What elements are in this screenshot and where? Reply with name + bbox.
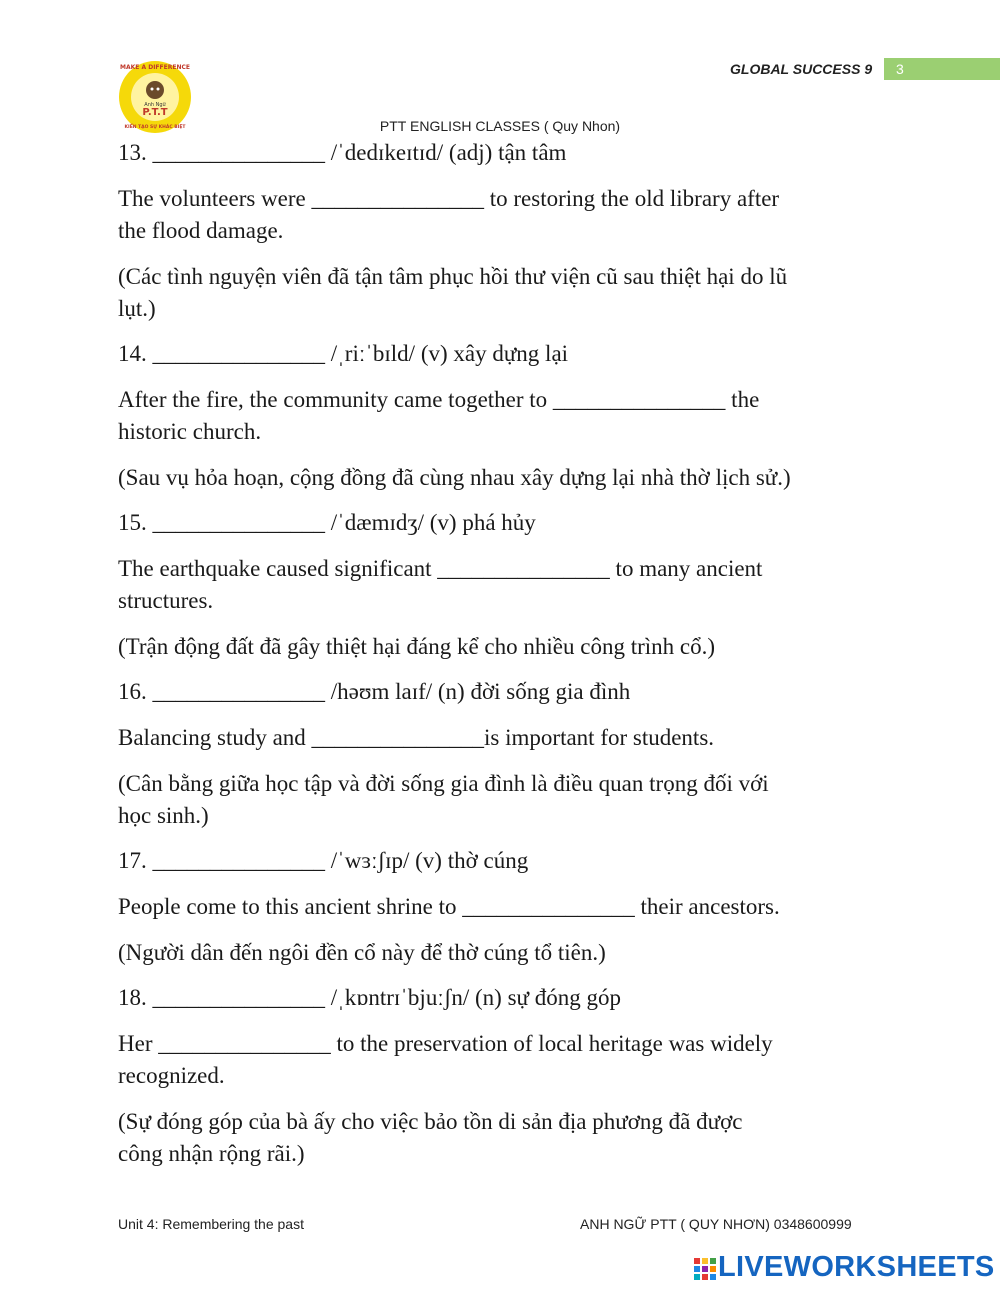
logo-bottom-text: KIẾN TẠO SỰ KHÁC BIỆT [124,125,186,130]
item-17-word-line: 17. _______________ /ˈwɜːʃɪp/ (v) thờ cúng [118,848,529,873]
item-16-example-line: Balancing study and _______________is important for students. [118,725,715,750]
footer-contact: ANH NGỮ PTT ( QUY NHƠN) 0348600999 [580,1216,852,1232]
item-18-example-line: Her _______________ to the preservation of local heritage was widely [118,1031,773,1056]
logo-small-text: Anh Ngữ [144,102,166,108]
item-13-word-line: 13. _______________ /ˈdedɪkeɪtɪd/ (adj) tận tâm [118,140,567,165]
item-16-translation-line: học sinh.) [118,803,209,828]
item-13-translation-line: lụt.) [118,296,156,321]
item-18-word-line: 18. _______________ /ˌkɒntrɪˈbjuːʃn/ (n) sự đóng góp [118,985,621,1010]
item-13-example-line: the flood damage. [118,218,284,243]
item-18-example-line: recognized. [118,1063,225,1088]
item-15-translation-line: (Trận động đất đã gây thiệt hại đáng kể cho nhiều công trình cổ.) [118,634,716,659]
page-number: 3 [896,61,904,77]
item-13-example-line: The volunteers were _______________ to restoring the old library after [118,186,780,211]
classes-line: PTT ENGLISH CLASSES ( Quy Nhon) [379,118,621,134]
item-15-example-line: structures. [118,588,214,613]
item-13-translation-line: (Các tình nguyện viên đã tận tâm phục hồi thư viện cũ sau thiệt hại do lũ [118,264,788,289]
item-18-translation-line: (Sự đóng góp của bà ấy cho việc bảo tồn di sản địa phương đã được [118,1109,743,1134]
liveworksheets-icon [694,1258,716,1280]
logo-center-text: P.T.T [142,107,168,118]
item-18-translation-line: công nhận rộng rãi.) [118,1141,305,1166]
logo-top-text: MAKE A DIFFERENCE [120,64,190,71]
footer-unit: Unit 4: Remembering the past [118,1216,304,1232]
item-17-translation-line: (Người dân đến ngôi đền cổ này để thờ cúng tổ tiên.) [118,940,606,965]
book-title: GLOBAL SUCCESS 9 [730,61,873,77]
item-14-example-line: historic church. [118,419,262,444]
item-16-translation-line: (Cân bằng giữa học tập và đời sống gia đình là điều quan trọng đối với [118,771,769,796]
item-16-word-line: 16. _______________ /həʊm laɪf/ (n) đời sống gia đình [118,679,631,704]
item-15-example-line: The earthquake caused significant _______________ to many ancient [118,556,763,581]
item-14-example-line: After the fire, the community came together to _______________ the [118,387,760,412]
item-17-example-line: People come to this ancient shrine to _______________ their ancestors. [118,894,780,919]
item-15-word-line: 15. _______________ /ˈdæmɪdʒ/ (v) phá hủy [118,510,536,535]
item-14-translation-line: (Sau vụ hỏa hoạn, cộng đồng đã cùng nhau xây dựng lại nhà thờ lịch sử.) [118,465,791,490]
liveworksheets-logo[interactable]: LIVEWORKSHEETS [718,1251,995,1283]
item-14-word-line: 14. _______________ /ˌriːˈbɪld/ (v) xây dựng lại [118,341,569,366]
